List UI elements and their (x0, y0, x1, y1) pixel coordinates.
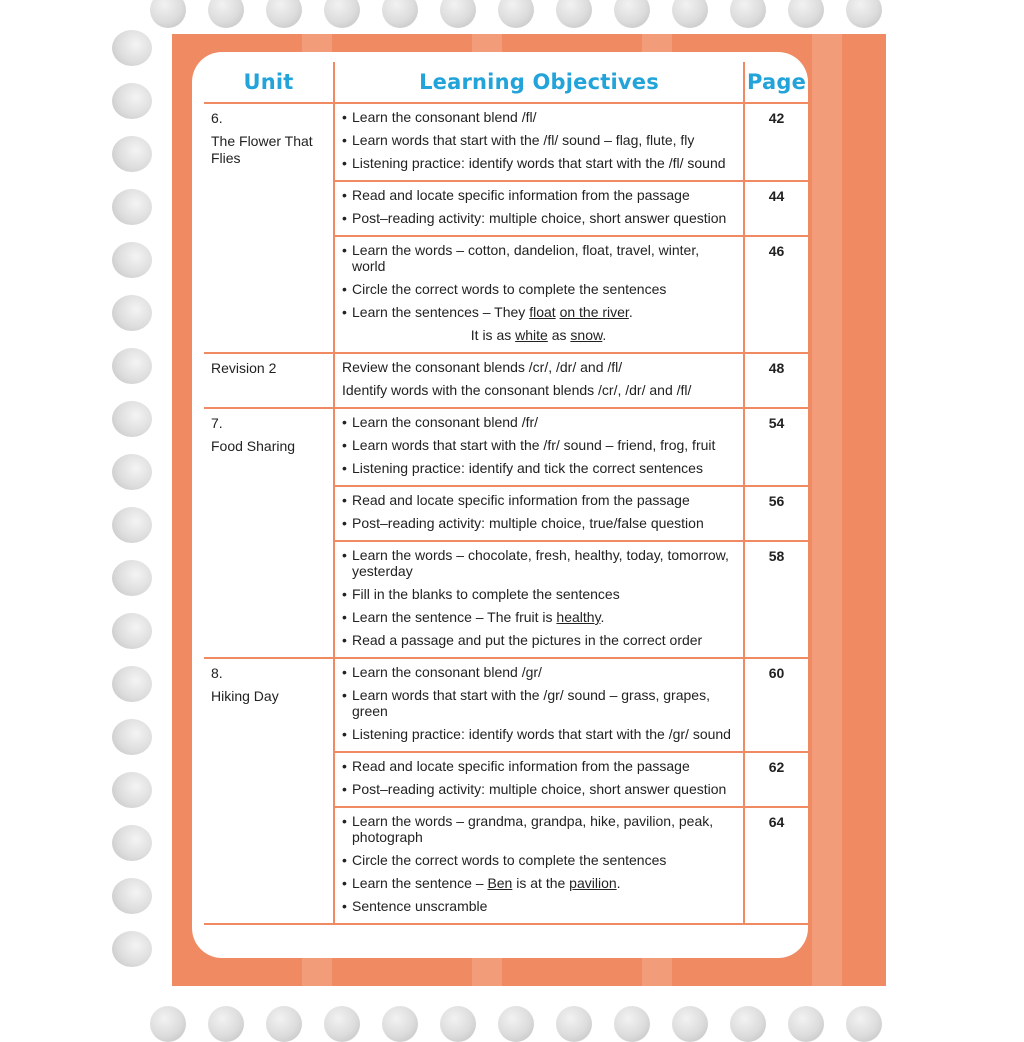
objective-item: • Read a passage and put the pictures in the correct order (342, 632, 735, 648)
unit-title: Food Sharing (211, 438, 296, 454)
page-hole (498, 1006, 534, 1042)
page-hole (112, 931, 152, 967)
unit-cell (204, 103, 334, 353)
objective-item: • Read and locate specific information from the passage (342, 492, 735, 508)
page-hole (730, 1006, 766, 1042)
unit-cell (204, 353, 334, 408)
underlined-word: Ben (487, 875, 513, 891)
page-hole (112, 507, 152, 543)
objectives-cell (334, 181, 744, 236)
page-hole (382, 0, 418, 28)
sentence-text: . (616, 875, 621, 891)
objective-list (342, 187, 735, 226)
objective-item: • Post–reading activity: multiple choice, true/false question (342, 515, 735, 531)
page-number: 48 (744, 353, 808, 408)
page-hole (112, 30, 152, 66)
unit-title: Hiking Day (211, 688, 279, 704)
objective-item (342, 327, 735, 343)
objective-item: • Post–reading activity: multiple choice, short answer question (342, 781, 735, 797)
objective-item: • Learn the consonant blend /fr/ (342, 414, 735, 430)
objective-item: • Listening practice: identify words that start with the /gr/ sound (342, 726, 735, 742)
objective-list (342, 547, 735, 648)
page-hole (730, 0, 766, 28)
objectives-cell (334, 541, 744, 658)
table-row (204, 353, 808, 408)
page-hole (112, 83, 152, 119)
unit-title: Revision 2 (211, 360, 277, 376)
page-hole (150, 1006, 186, 1042)
page-number: 46 (744, 236, 808, 353)
page-hole (112, 613, 152, 649)
objective-item: • Fill in the blanks to complete the sentences (342, 586, 735, 602)
sentence-text: Learn the sentences – They (352, 304, 530, 320)
page-hole (112, 719, 152, 755)
page-hole (112, 560, 152, 596)
table-row (204, 103, 808, 181)
page-hole (112, 189, 152, 225)
sentence-text: as (547, 327, 571, 343)
page-number: 54 (744, 408, 808, 486)
objective-item: • Read and locate specific information from the passage (342, 187, 735, 203)
page-number: 44 (744, 181, 808, 236)
page-hole (556, 0, 592, 28)
page-hole (112, 878, 152, 914)
objectives-cell (334, 807, 744, 924)
page-hole (324, 0, 360, 28)
page-hole (112, 136, 152, 172)
objective-item: • Circle the correct words to complete the sentences (342, 852, 735, 868)
objective-item: Review the consonant blends /cr/, /dr/ and /fl/ (342, 359, 623, 375)
page-hole (324, 1006, 360, 1042)
objective-item: • Learn the words – grandma, grandpa, hike, pavilion, peak, photograph (342, 813, 735, 845)
underlined-word: healthy (556, 609, 601, 625)
page-number: 56 (744, 486, 808, 541)
page-hole (266, 1006, 302, 1042)
page-hole (112, 401, 152, 437)
table-row (204, 408, 808, 486)
objective-item: • Post–reading activity: multiple choice, short answer question (342, 210, 735, 226)
page-hole (112, 772, 152, 808)
objective-list (342, 813, 735, 914)
page-hole (112, 825, 152, 861)
objective-item: • Learn words that start with the /fl/ sound – flag, flute, fly (342, 132, 735, 148)
page-hole (498, 0, 534, 28)
objective-list (342, 758, 735, 797)
page-hole (672, 1006, 708, 1042)
objective-item: • Learn words that start with the /fr/ sound – friend, frog, fruit (342, 437, 735, 453)
page-hole (788, 0, 824, 28)
unit-title: The Flower That Flies (211, 133, 313, 166)
objective-list (342, 359, 735, 398)
objective-item: • Learn the words – cotton, dandelion, float, travel, winter, world (342, 242, 735, 274)
page-hole (440, 0, 476, 28)
objective-item: • Read and locate specific information from the passage (342, 758, 735, 774)
bottom-hole-row (150, 1006, 890, 1030)
objectives-cell (334, 236, 744, 353)
page-hole (208, 1006, 244, 1042)
objectives-cell (334, 103, 744, 181)
table-body (204, 103, 808, 924)
page-hole (112, 295, 152, 331)
underlined-word: snow (570, 327, 603, 343)
page-number: 60 (744, 658, 808, 752)
top-hole-row (150, 0, 890, 16)
unit-cell (204, 408, 334, 658)
page-hole (788, 1006, 824, 1042)
unit-number: 7. (211, 415, 223, 431)
objective-item: • Learn the consonant blend /fl/ (342, 109, 735, 125)
underlined-word: white (515, 327, 548, 343)
objective-item: • Circle the correct words to complete the sentences (342, 281, 735, 297)
page-hole (440, 1006, 476, 1042)
objectives-cell (334, 752, 744, 807)
sentence-text: . (602, 327, 607, 343)
page-hole (556, 1006, 592, 1042)
objective-item: Identify words with the consonant blends /cr/, /dr/ and /fl/ (342, 382, 692, 398)
sentence-text: . (628, 304, 633, 320)
page-hole (846, 0, 882, 28)
unit-number: 6. (211, 110, 223, 126)
page-hole (672, 0, 708, 28)
underlined-word: float (529, 304, 556, 320)
sentence-text: is at the (512, 875, 570, 891)
sentence-text: Learn the sentence – (352, 875, 488, 891)
objective-item: • Listening practice: identify and tick the correct sentences (342, 460, 735, 476)
sentence-text: . (600, 609, 605, 625)
unit-number: 8. (211, 665, 223, 681)
objectives-cell (334, 353, 744, 408)
page-hole (382, 1006, 418, 1042)
page-number: 64 (744, 807, 808, 924)
objective-item (342, 304, 735, 320)
objective-item: • Sentence unscramble (342, 898, 735, 914)
page-hole (266, 0, 302, 28)
objective-list (342, 492, 735, 531)
page-hole (150, 0, 186, 28)
page-hole (112, 242, 152, 278)
objective-item: • Learn the words – chocolate, fresh, healthy, today, tomorrow, yesterday (342, 547, 735, 579)
underlined-word: pavilion (569, 875, 617, 891)
page-number: 62 (744, 752, 808, 807)
objective-list (342, 414, 735, 476)
page-hole (846, 1006, 882, 1042)
objective-item: • Listening practice: identify words that start with the /fl/ sound (342, 155, 735, 171)
objective-list (342, 664, 735, 742)
page-column-header: Page (744, 62, 808, 103)
objective-list (342, 109, 735, 171)
left-hole-column (112, 30, 152, 990)
page-hole (614, 0, 650, 28)
table-header-row (204, 62, 808, 103)
contents-table (204, 62, 808, 925)
underlined-word: on the river (559, 304, 629, 320)
table-row (204, 658, 808, 752)
sentence-text: Learn the sentence – The fruit is (352, 609, 557, 625)
objective-item (342, 609, 735, 625)
objectives-cell (334, 658, 744, 752)
objectives-column-header: Learning Objectives (334, 62, 744, 103)
page-number: 42 (744, 103, 808, 181)
page-number: 58 (744, 541, 808, 658)
page-hole (112, 454, 152, 490)
unit-column-header: Unit (204, 62, 334, 103)
objectives-cell (334, 486, 744, 541)
objective-item: • Learn the consonant blend /gr/ (342, 664, 735, 680)
page-hole (208, 0, 244, 28)
page-hole (112, 348, 152, 384)
objectives-cell (334, 408, 744, 486)
page-hole (614, 1006, 650, 1042)
objective-item: • Learn words that start with the /gr/ sound – grass, grapes, green (342, 687, 735, 719)
objective-list (342, 242, 735, 343)
unit-cell (204, 658, 334, 924)
objective-item (342, 875, 735, 891)
page-hole (112, 666, 152, 702)
sentence-text: It is as (470, 327, 516, 343)
